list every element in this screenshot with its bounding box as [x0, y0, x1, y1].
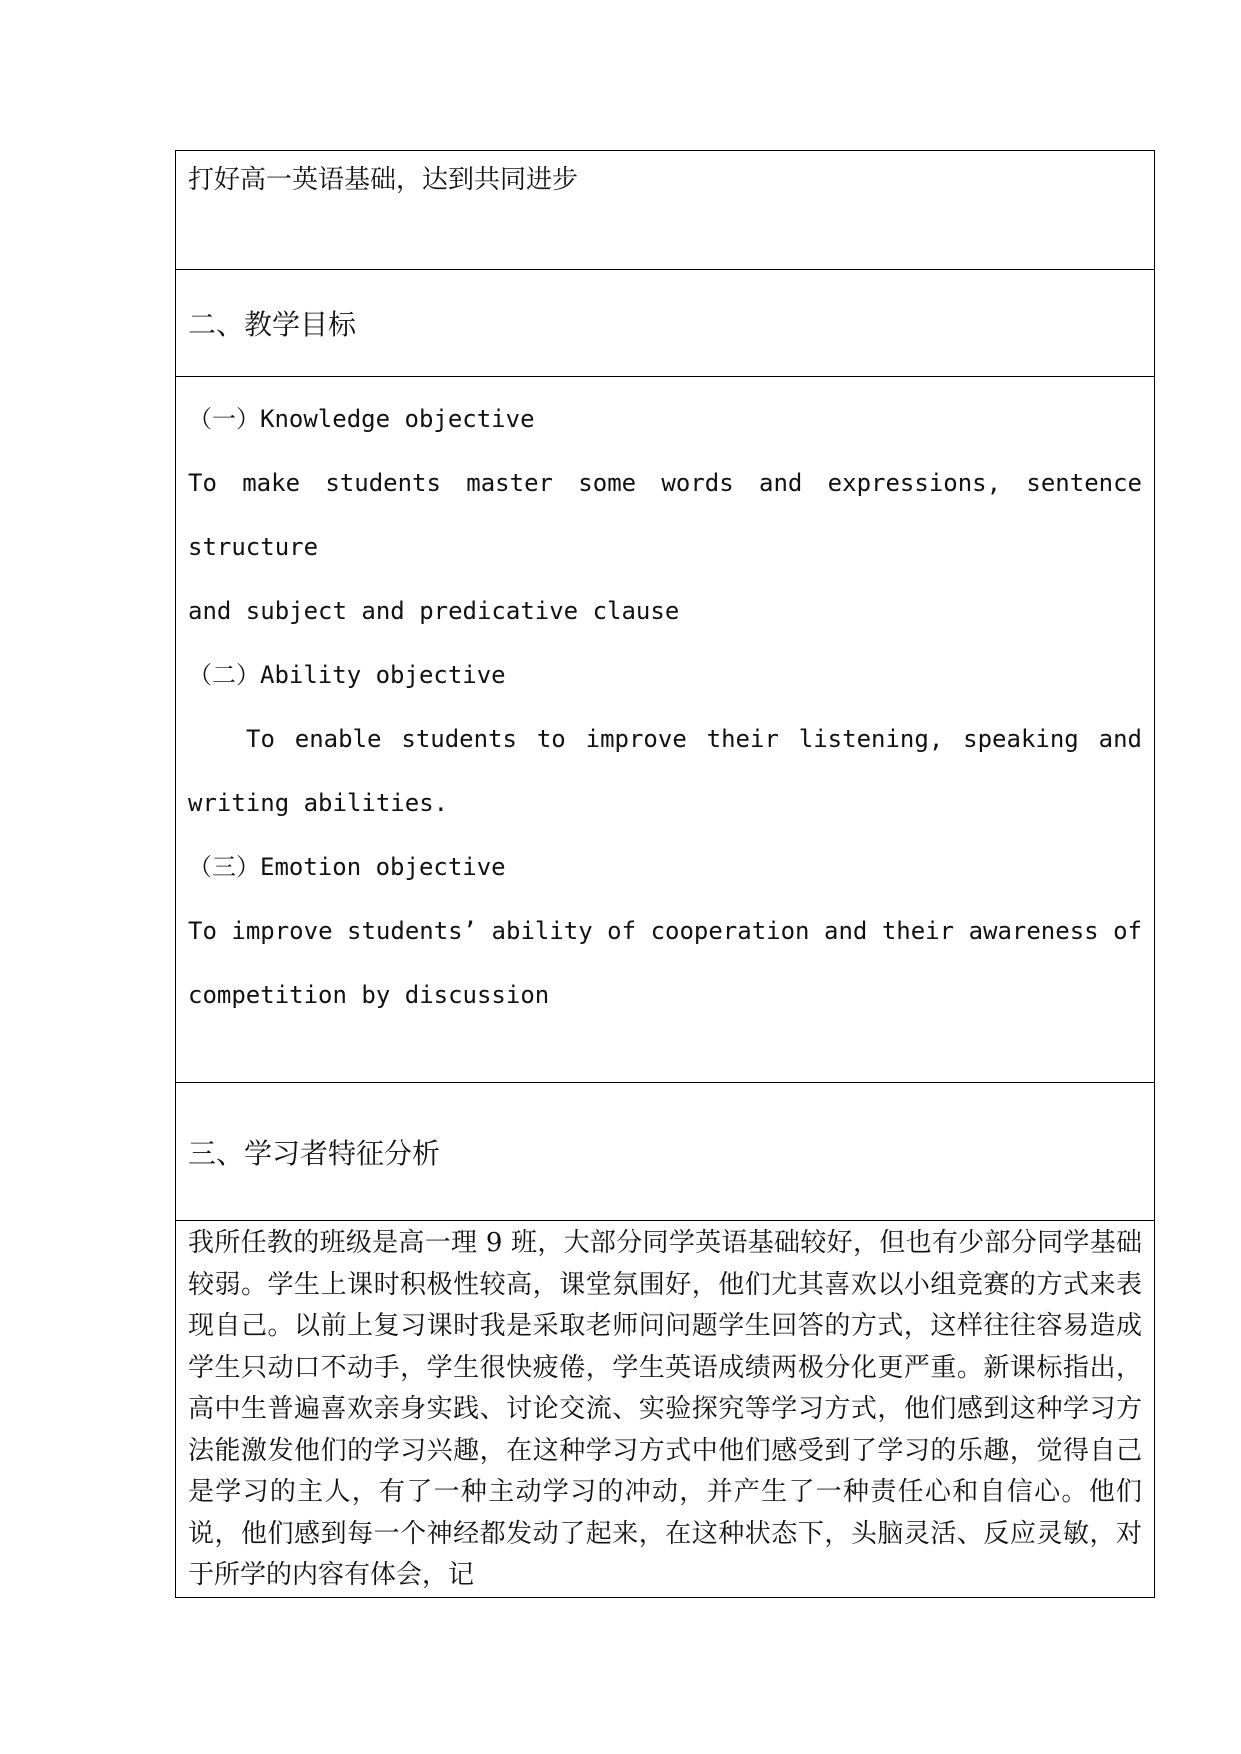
emotion-objective-title: （三）Emotion objective — [188, 853, 506, 881]
knowledge-objective-title: （一）Knowledge objective — [188, 405, 535, 433]
table-cell — [176, 1083, 1155, 1221]
table-cell — [176, 377, 1155, 1083]
section-heading-learner-analysis: 三、学习者特征分析 — [188, 1136, 441, 1170]
learner-analysis-paragraph: 我所任教的班级是高一理 9 班，大部分同学英语基础较好，但也有少部分同学基础较弱。学生上课时积极性较高，课堂氛围好，他们尤其喜欢以小组竞赛的方式来表现自己。以前上复习课时我是采取老师问问题学生回答的方式，这样往往容易造成学生只动口不动手，学生很快疲倦，学生英语成绩两极分化更严重。新课标指出，高中生普遍喜欢亲身实践、讨论交流、实验探究等学习方式，他们感到这种学习方法能激发他们的学习兴趣，在这种学习方式中他们感受到了学习的乐趣，觉得自己是学习的主人，有了一种主动学习的冲动，并产生了一种责任心和自信心。他们说，他们感到每一个神经都发动了起来，在这种状态下，头脑灵活、反应灵敏，对于所学的内容有体会，记 — [188, 1228, 1142, 1590]
ability-objective-line: To enable students to improve their listening, speaking and — [246, 725, 1142, 753]
emotion-objective-line: To improve students’ ability of cooperation and their awareness of — [188, 917, 1142, 945]
knowledge-objective-line: and subject and predicative clause — [188, 597, 680, 625]
table-cell — [176, 270, 1155, 377]
lesson-plan-table — [175, 150, 1155, 1598]
section-heading-objectives: 二、教学目标 — [188, 308, 357, 341]
ability-objective-title: （二）Ability objective — [188, 661, 506, 689]
row1-text: 打好高一英语基础，达到共同进步 — [188, 165, 579, 195]
ability-objective-line: writing abilities. — [188, 789, 449, 817]
table-row — [176, 151, 1155, 270]
table-row — [176, 1221, 1155, 1598]
table-row — [176, 270, 1155, 377]
knowledge-objective-line: To make students master some words and expressions, sentence structure — [188, 469, 1142, 561]
emotion-objective-line: competition by discussion — [188, 981, 550, 1009]
table-row — [176, 1083, 1155, 1221]
table-cell — [176, 151, 1155, 270]
table-row — [176, 377, 1155, 1083]
table-cell — [176, 1221, 1155, 1598]
